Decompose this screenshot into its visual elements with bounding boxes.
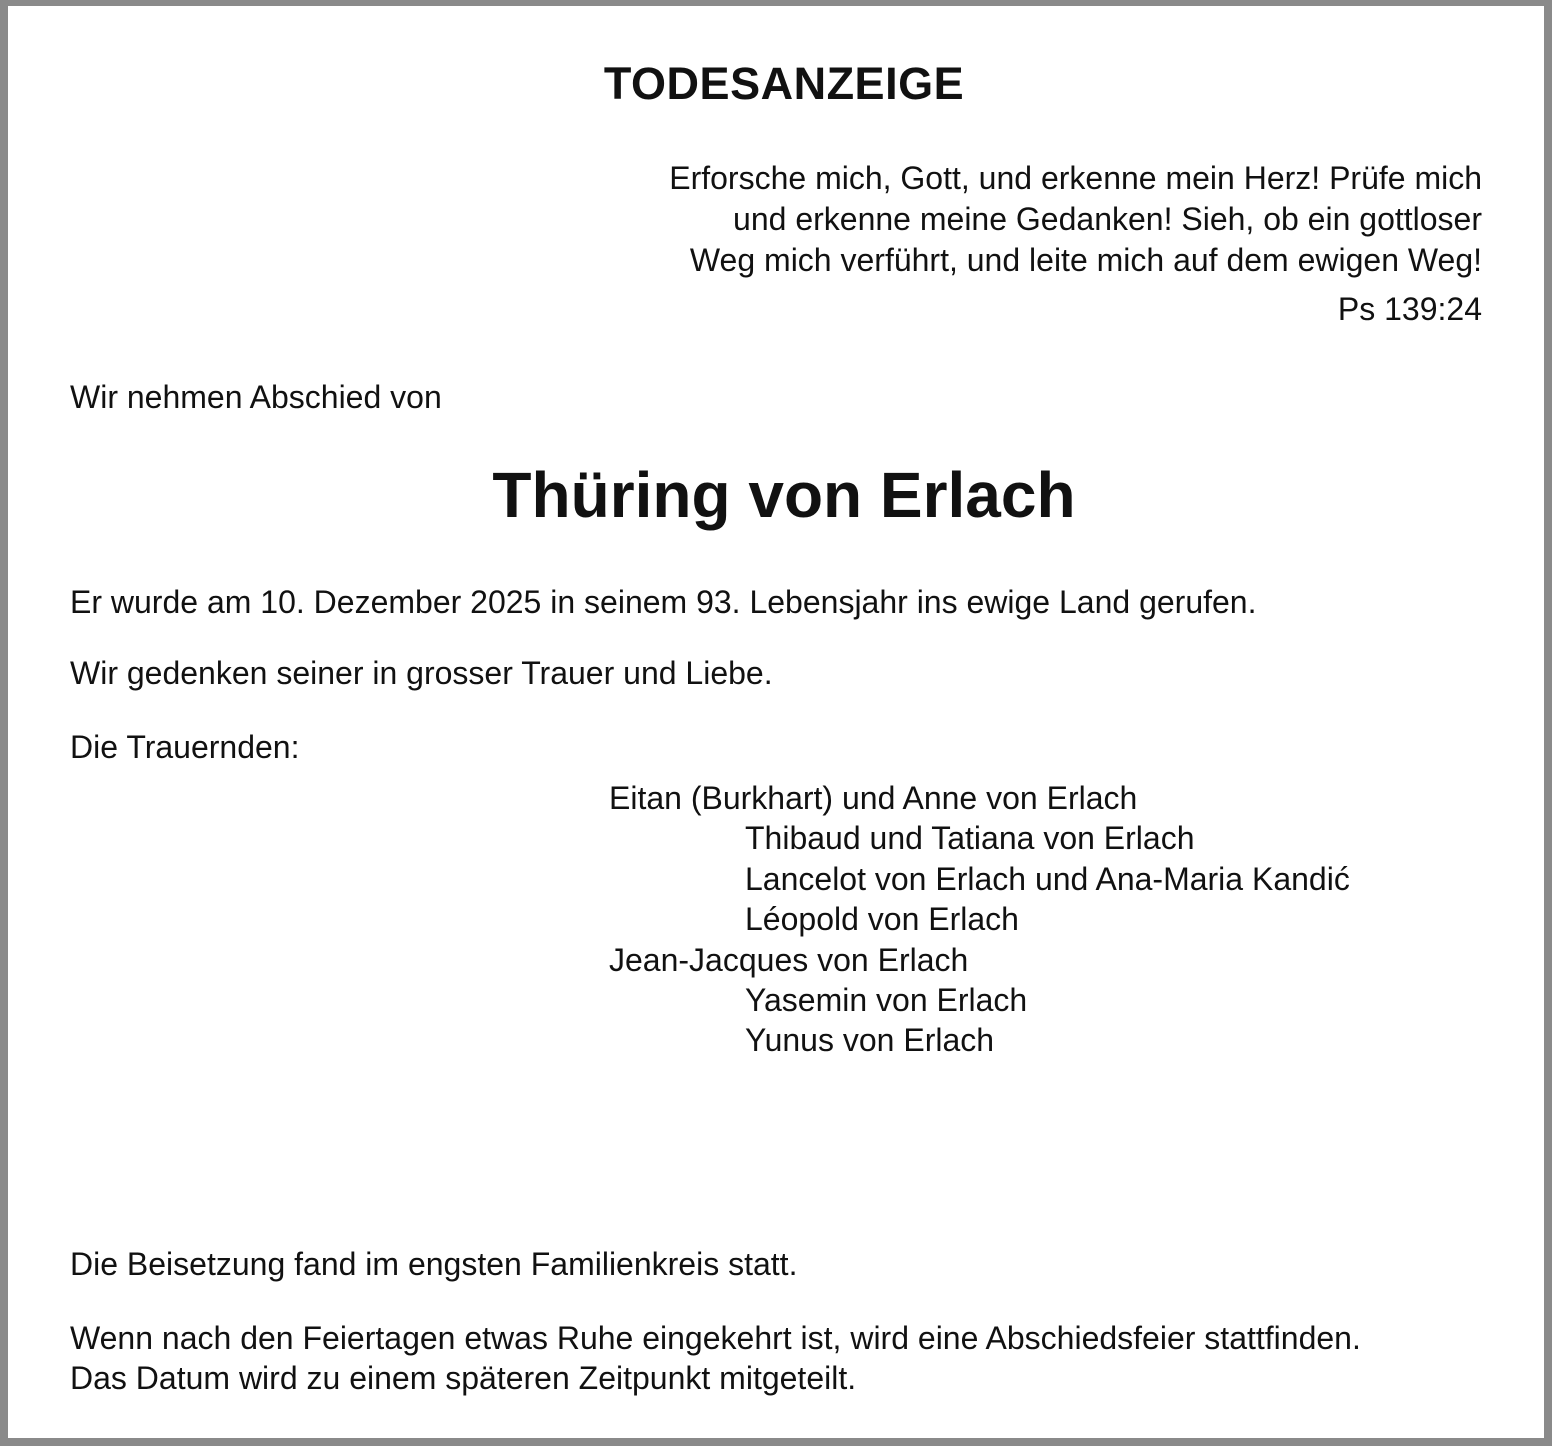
- verse-line: und erkenne meine Gedanken! Sieh, ob ein gottloser: [733, 201, 1482, 237]
- mourner-entry: Léopold von Erlach: [745, 901, 1019, 937]
- mourners-label: Die Trauernden:: [70, 729, 300, 765]
- farewell-line-2: Das Datum wird zu einem späteren Zeitpunkt mitgeteilt.: [70, 1360, 857, 1396]
- mourner-entry: Jean-Jacques von Erlach: [609, 942, 969, 978]
- mourner-entry: Thibaud und Tatiana von Erlach: [745, 820, 1195, 856]
- farewell-line-1: Wenn nach den Feiertagen etwas Ruhe eingekehrt ist, wird eine Abschiedsfeier stattfinden.: [70, 1320, 1361, 1356]
- verse-line: Weg mich verführt, und leite mich auf dem ewigen Weg!: [689, 242, 1482, 278]
- notice-heading: TODESANZEIGE: [603, 58, 965, 109]
- deceased-name: Thüring von Erlach: [492, 459, 1076, 531]
- mourner-entry: Yunus von Erlach: [745, 1022, 995, 1058]
- bible-verse: [669, 158, 1482, 281]
- verse-line: Erforsche mich, Gott, und erkenne mein Herz! Prüfe mich: [669, 160, 1482, 196]
- intro-text: Wir nehmen Abschied von: [70, 379, 442, 415]
- mourner-entry: Yasemin von Erlach: [745, 982, 1028, 1018]
- burial-statement: Die Beisetzung fand im engsten Familienkreis statt.: [70, 1246, 798, 1282]
- verse-reference: Ps 139:24: [1337, 291, 1482, 327]
- remembrance-statement: Wir gedenken seiner in grosser Trauer und Liebe.: [70, 655, 773, 691]
- death-statement: Er wurde am 10. Dezember 2025 in seinem 93. Lebensjahr ins ewige Land gerufen.: [70, 584, 1257, 620]
- mourner-entry: Lancelot von Erlach und Ana-Maria Kandić: [745, 861, 1350, 897]
- mourner-entry: Eitan (Burkhart) und Anne von Erlach: [609, 780, 1138, 816]
